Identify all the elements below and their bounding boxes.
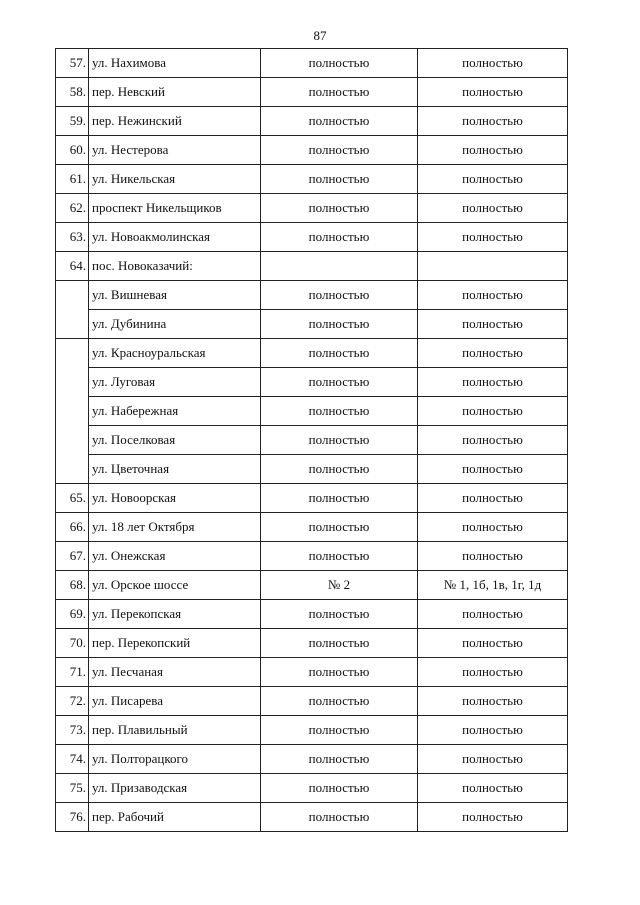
table-row xyxy=(56,542,568,571)
coverage-cell-b: полностью xyxy=(418,426,568,455)
row-number-cell: 67. xyxy=(56,542,89,571)
coverage-cell-b: полностью xyxy=(418,745,568,774)
coverage-cell-a: полностью xyxy=(261,397,418,426)
coverage-cell-b: полностью xyxy=(418,194,568,223)
coverage-cell-a: полностью xyxy=(261,716,418,745)
row-number-cell: 59. xyxy=(56,107,89,136)
coverage-cell-a: полностью xyxy=(261,339,418,368)
table-row xyxy=(56,339,568,368)
row-number-cell xyxy=(56,281,89,310)
coverage-cell-b: полностью xyxy=(418,310,568,339)
row-number-cell: 58. xyxy=(56,78,89,107)
row-number-cell: 74. xyxy=(56,745,89,774)
table-row xyxy=(56,223,568,252)
coverage-cell-b: полностью xyxy=(418,513,568,542)
coverage-cell-a: полностью xyxy=(261,194,418,223)
street-name-cell: пер. Нежинский xyxy=(89,107,261,136)
coverage-cell-b: полностью xyxy=(418,49,568,78)
street-name-cell: ул. Полторацкого xyxy=(89,745,261,774)
coverage-cell-b: полностью xyxy=(418,658,568,687)
table-row xyxy=(56,426,568,455)
street-name-cell: ул. Писарева xyxy=(89,687,261,716)
coverage-cell-a: полностью xyxy=(261,745,418,774)
table-row xyxy=(56,165,568,194)
coverage-cell-a: полностью xyxy=(261,310,418,339)
row-number-cell xyxy=(56,455,89,484)
page-number: 87 xyxy=(313,28,327,43)
coverage-cell-a: полностью xyxy=(261,368,418,397)
street-name-cell: ул. Цветочная xyxy=(89,455,261,484)
street-name-cell: ул. Орское шоссе xyxy=(89,571,261,600)
table-row xyxy=(56,745,568,774)
coverage-cell-a: полностью xyxy=(261,136,418,165)
table-row xyxy=(56,194,568,223)
street-name-cell: ул. Поселковая xyxy=(89,426,261,455)
coverage-cell-b: полностью xyxy=(418,78,568,107)
coverage-cell-a: № 2 xyxy=(261,571,418,600)
table-row xyxy=(56,107,568,136)
coverage-cell-a: полностью xyxy=(261,49,418,78)
row-number-cell: 72. xyxy=(56,687,89,716)
coverage-cell-b: полностью xyxy=(418,397,568,426)
coverage-cell-a: полностью xyxy=(261,484,418,513)
coverage-cell-a: полностью xyxy=(261,223,418,252)
coverage-cell-b: полностью xyxy=(418,484,568,513)
table-row xyxy=(56,368,568,397)
coverage-cell-a: полностью xyxy=(261,542,418,571)
coverage-cell-a xyxy=(261,252,418,281)
coverage-cell-a: полностью xyxy=(261,107,418,136)
street-name-cell: ул. Никельская xyxy=(89,165,261,194)
table-row xyxy=(56,136,568,165)
table-row xyxy=(56,49,568,78)
table-row xyxy=(56,78,568,107)
row-number-cell: 63. xyxy=(56,223,89,252)
street-name-cell: проспект Никельщиков xyxy=(89,194,261,223)
row-number-cell: 61. xyxy=(56,165,89,194)
coverage-cell-b: полностью xyxy=(418,223,568,252)
table-row xyxy=(56,455,568,484)
row-number-cell: 76. xyxy=(56,803,89,832)
row-number-cell: 65. xyxy=(56,484,89,513)
coverage-cell-a: полностью xyxy=(261,78,418,107)
coverage-cell-a: полностью xyxy=(261,281,418,310)
row-number-cell: 71. xyxy=(56,658,89,687)
row-number-cell xyxy=(56,339,89,368)
street-name-cell: ул. 18 лет Октября xyxy=(89,513,261,542)
row-number-cell xyxy=(56,397,89,426)
row-number-cell: 66. xyxy=(56,513,89,542)
street-name-cell: пер. Перекопский xyxy=(89,629,261,658)
table-row xyxy=(56,716,568,745)
row-number-cell: 69. xyxy=(56,600,89,629)
street-name-cell: ул. Нестерова xyxy=(89,136,261,165)
table-row xyxy=(56,397,568,426)
table-row xyxy=(56,571,568,600)
street-name-cell: пер. Рабочий xyxy=(89,803,261,832)
street-name-cell: ул. Новоакмолинская xyxy=(89,223,261,252)
coverage-cell-a: полностью xyxy=(261,774,418,803)
coverage-cell-a: полностью xyxy=(261,658,418,687)
street-name-cell: ул. Перекопская xyxy=(89,600,261,629)
row-number-cell: 62. xyxy=(56,194,89,223)
row-number-cell: 60. xyxy=(56,136,89,165)
coverage-cell-a: полностью xyxy=(261,513,418,542)
coverage-cell-b: полностью xyxy=(418,455,568,484)
table-body xyxy=(56,49,568,832)
street-name-cell: ул. Новоорская xyxy=(89,484,261,513)
table-row xyxy=(56,774,568,803)
coverage-cell-b: полностью xyxy=(418,803,568,832)
coverage-cell-b: полностью xyxy=(418,136,568,165)
coverage-cell-b: полностью xyxy=(418,165,568,194)
coverage-cell-b: полностью xyxy=(418,716,568,745)
streets-table xyxy=(55,48,568,832)
street-name-cell: ул. Красноуральская xyxy=(89,339,261,368)
street-name-cell: ул. Нахимова xyxy=(89,49,261,78)
coverage-cell-a: полностью xyxy=(261,687,418,716)
street-name-cell: ул. Луговая xyxy=(89,368,261,397)
table-row xyxy=(56,803,568,832)
street-name-cell: пер. Невский xyxy=(89,78,261,107)
street-name-cell: пос. Новоказачий: xyxy=(89,252,261,281)
table-row xyxy=(56,513,568,542)
row-number-cell: 68. xyxy=(56,571,89,600)
table-row xyxy=(56,310,568,339)
row-number-cell: 57. xyxy=(56,49,89,78)
street-name-cell: пер. Плавильный xyxy=(89,716,261,745)
coverage-cell-b: полностью xyxy=(418,774,568,803)
coverage-cell-a: полностью xyxy=(261,600,418,629)
table-row xyxy=(56,252,568,281)
table-row xyxy=(56,687,568,716)
row-number-cell: 70. xyxy=(56,629,89,658)
row-number-cell xyxy=(56,426,89,455)
table-row xyxy=(56,629,568,658)
street-name-cell: ул. Онежская xyxy=(89,542,261,571)
coverage-cell-b: полностью xyxy=(418,368,568,397)
row-number-cell: 75. xyxy=(56,774,89,803)
coverage-cell-b: полностью xyxy=(418,281,568,310)
coverage-cell-b: № 1, 1б, 1в, 1г, 1д xyxy=(418,571,568,600)
coverage-cell-b: полностью xyxy=(418,339,568,368)
street-name-cell: ул. Призаводская xyxy=(89,774,261,803)
coverage-cell-b: полностью xyxy=(418,542,568,571)
coverage-cell-b: полностью xyxy=(418,629,568,658)
row-number-cell: 64. xyxy=(56,252,89,281)
coverage-cell-a: полностью xyxy=(261,455,418,484)
coverage-cell-a: полностью xyxy=(261,165,418,194)
coverage-cell-b: полностью xyxy=(418,600,568,629)
row-number-cell xyxy=(56,310,89,339)
coverage-cell-a: полностью xyxy=(261,629,418,658)
street-name-cell: ул. Дубинина xyxy=(89,310,261,339)
street-name-cell: ул. Вишневая xyxy=(89,281,261,310)
table-row xyxy=(56,281,568,310)
coverage-cell-b xyxy=(418,252,568,281)
coverage-cell-a: полностью xyxy=(261,803,418,832)
coverage-cell-b: полностью xyxy=(418,687,568,716)
street-name-cell: ул. Набережная xyxy=(89,397,261,426)
table-row xyxy=(56,600,568,629)
row-number-cell xyxy=(56,368,89,397)
table-row xyxy=(56,484,568,513)
street-name-cell: ул. Песчаная xyxy=(89,658,261,687)
row-number-cell: 73. xyxy=(56,716,89,745)
table-row xyxy=(56,658,568,687)
coverage-cell-a: полностью xyxy=(261,426,418,455)
coverage-cell-b: полностью xyxy=(418,107,568,136)
